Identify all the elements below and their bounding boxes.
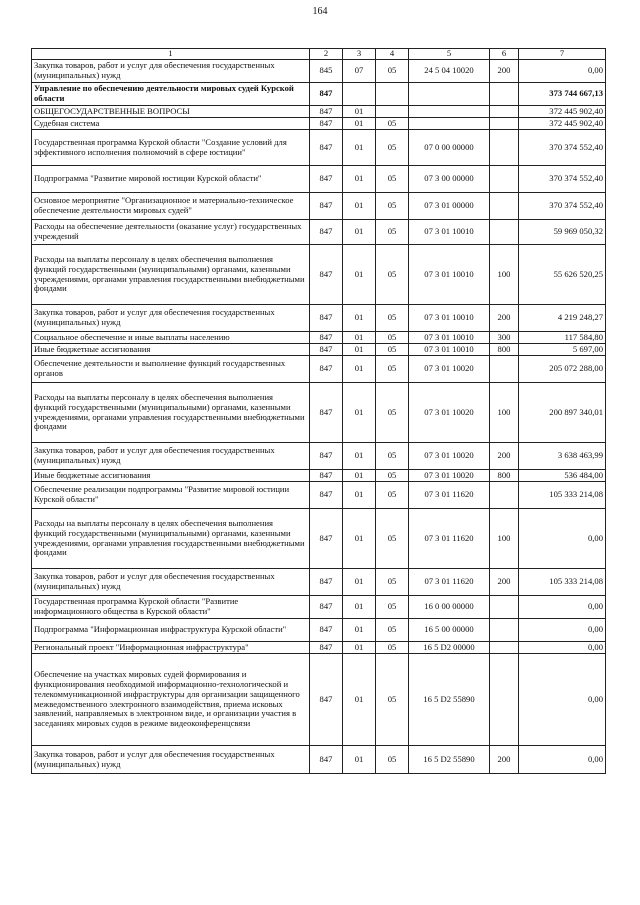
row-section: 01 [343,130,376,166]
row-expense-type: 200 [490,60,519,83]
row-subsection: 05 [376,166,409,193]
row-target-code: 16 5 D2 00000 [409,642,490,654]
row-target-code: 07 3 01 10020 [409,383,490,443]
row-amount: 370 374 552,40 [519,193,606,220]
row-expense-type [490,642,519,654]
row-expense-type [490,193,519,220]
row-ved: 847 [310,619,343,642]
row-subsection: 05 [376,356,409,383]
row-amount: 0,00 [519,596,606,619]
row-ved: 847 [310,344,343,356]
table-row [32,245,606,305]
table-row [32,443,606,470]
table-row [32,654,606,746]
row-ved: 847 [310,746,343,774]
row-amount: 200 897 340,01 [519,383,606,443]
row-amount: 372 445 902,40 [519,106,606,118]
row-section: 01 [343,166,376,193]
row-name: Обеспечение деятельности и выполнение функций государственных органов [32,356,310,383]
row-subsection: 05 [376,642,409,654]
row-amount: 105 333 214,08 [519,482,606,509]
row-ved: 847 [310,220,343,245]
row-amount: 4 219 248,27 [519,305,606,332]
row-name: Расходы на обеспечение деятельности (оказание услуг) государственных учреждений [32,220,310,245]
row-expense-type [490,619,519,642]
row-name: Социальное обеспечение и иные выплаты населению [32,332,310,344]
row-ved: 847 [310,118,343,130]
row-ved: 847 [310,356,343,383]
row-subsection: 05 [376,130,409,166]
row-name: Государственная программа Курской области "Развитие информационного общества в Курской области" [32,596,310,619]
row-section: 01 [343,443,376,470]
row-expense-type: 300 [490,332,519,344]
row-ved: 847 [310,83,343,106]
row-amount: 370 374 552,40 [519,130,606,166]
row-amount: 105 333 214,08 [519,569,606,596]
row-expense-type: 800 [490,470,519,482]
row-target-code: 07 3 00 00000 [409,166,490,193]
row-subsection: 05 [376,332,409,344]
row-name: Закупка товаров, работ и услуг для обеспечения государственных (муниципальных) нужд [32,305,310,332]
row-name: Закупка товаров, работ и услуг для обеспечения государственных (муниципальных) нужд [32,60,310,83]
row-section: 01 [343,619,376,642]
table-row [32,344,606,356]
header-col-4: 4 [376,49,409,60]
row-name: Подпрограмма "Информационная инфраструктура Курской области" [32,619,310,642]
table-row [32,383,606,443]
table-row [32,118,606,130]
row-section: 01 [343,642,376,654]
row-target-code: 16 5 D2 55890 [409,746,490,774]
row-name: Основное мероприятие "Организационное и материально-техническое обеспечение деятельности мировых судей" [32,193,310,220]
row-expense-type [490,654,519,746]
row-amount: 0,00 [519,654,606,746]
table-row [32,470,606,482]
row-subsection: 05 [376,470,409,482]
row-section [343,83,376,106]
row-subsection: 05 [376,596,409,619]
row-target-code: 07 3 01 10020 [409,356,490,383]
table-row [32,130,606,166]
header-row [32,49,606,60]
table-row [32,356,606,383]
row-name: Подпрограмма "Развитие мировой юстиции Курской области" [32,166,310,193]
row-amount: 373 744 667,13 [519,83,606,106]
row-section: 01 [343,569,376,596]
row-ved: 847 [310,470,343,482]
row-amount: 3 638 463,99 [519,443,606,470]
row-section: 01 [343,193,376,220]
row-subsection: 05 [376,482,409,509]
row-subsection: 05 [376,746,409,774]
row-ved: 847 [310,596,343,619]
table-row [32,509,606,569]
row-section: 01 [343,106,376,118]
row-subsection: 05 [376,344,409,356]
row-section: 01 [343,746,376,774]
table-row [32,83,606,106]
row-subsection: 05 [376,305,409,332]
row-ved: 847 [310,509,343,569]
row-subsection [376,106,409,118]
header-col-6: 6 [490,49,519,60]
budget-table [31,48,606,774]
row-name: Расходы на выплаты персоналу в целях обеспечения выполнения функций государственными (муниципальными) органами, казенными учреждениями, органами управления государственными внебюджетными фондами [32,245,310,305]
row-ved: 847 [310,642,343,654]
row-expense-type: 100 [490,509,519,569]
row-target-code [409,118,490,130]
row-expense-type [490,356,519,383]
row-name: Закупка товаров, работ и услуг для обеспечения государственных (муниципальных) нужд [32,746,310,774]
row-target-code: 07 3 01 11620 [409,509,490,569]
row-expense-type [490,130,519,166]
table-row [32,166,606,193]
page-number: 164 [312,6,328,17]
row-name: Управление по обеспечению деятельности мировых судей Курской области [32,83,310,106]
row-ved: 847 [310,245,343,305]
row-subsection: 05 [376,509,409,569]
row-expense-type: 100 [490,245,519,305]
row-ved: 847 [310,106,343,118]
row-amount: 0,00 [519,509,606,569]
row-expense-type: 200 [490,569,519,596]
row-amount: 0,00 [519,619,606,642]
table-row [32,106,606,118]
row-amount: 536 484,00 [519,470,606,482]
row-subsection: 05 [376,245,409,305]
row-name: Обеспечение реализации подпрограммы "Развитие мировой юстиции Курской области" [32,482,310,509]
row-target-code [409,83,490,106]
row-expense-type [490,166,519,193]
row-name: Судебная система [32,118,310,130]
row-subsection: 05 [376,619,409,642]
table-row [32,746,606,774]
row-section: 01 [343,509,376,569]
row-amount: 117 584,80 [519,332,606,344]
row-target-code: 16 0 00 00000 [409,596,490,619]
table-row [32,569,606,596]
row-ved: 847 [310,332,343,344]
row-section: 01 [343,344,376,356]
header-col-3: 3 [343,49,376,60]
row-subsection: 05 [376,383,409,443]
row-expense-type [490,118,519,130]
row-target-code: 07 3 01 10020 [409,470,490,482]
row-target-code: 07 3 01 00000 [409,193,490,220]
row-expense-type: 200 [490,443,519,470]
row-section: 01 [343,332,376,344]
row-amount: 0,00 [519,642,606,654]
row-expense-type: 800 [490,344,519,356]
row-section: 01 [343,118,376,130]
row-amount: 0,00 [519,746,606,774]
row-expense-type [490,83,519,106]
row-subsection: 05 [376,60,409,83]
row-amount: 370 374 552,40 [519,166,606,193]
row-amount: 205 072 288,00 [519,356,606,383]
row-name: Региональный проект "Информационная инфраструктура" [32,642,310,654]
row-ved: 847 [310,443,343,470]
row-subsection: 05 [376,220,409,245]
row-target-code: 07 3 01 11620 [409,482,490,509]
row-target-code: 07 3 01 10010 [409,245,490,305]
row-name: Иные бюджетные ассигнования [32,344,310,356]
row-amount: 55 626 520,25 [519,245,606,305]
row-expense-type [490,482,519,509]
table-row [32,482,606,509]
row-section: 01 [343,245,376,305]
row-target-code: 07 3 01 10010 [409,220,490,245]
row-name: Иные бюджетные ассигнования [32,470,310,482]
row-subsection: 05 [376,569,409,596]
row-section: 01 [343,305,376,332]
row-section: 01 [343,383,376,443]
row-ved: 847 [310,130,343,166]
row-target-code: 07 3 01 10010 [409,332,490,344]
row-section: 01 [343,470,376,482]
row-ved: 847 [310,193,343,220]
row-target-code: 16 5 00 00000 [409,619,490,642]
row-amount: 372 445 902,40 [519,118,606,130]
row-amount: 5 697,00 [519,344,606,356]
row-target-code: 07 0 00 00000 [409,130,490,166]
row-subsection: 05 [376,443,409,470]
row-target-code: 07 3 01 10020 [409,443,490,470]
row-section: 01 [343,356,376,383]
row-target-code [409,106,490,118]
row-expense-type [490,596,519,619]
row-target-code: 24 5 04 10020 [409,60,490,83]
row-name: Обеспечение на участках мировых судей формирования и функционирования необходимой информационно-технологической и телекоммуникационной инфраструктуры для организации защищенного межведомственного электронного взаимодействия, приема исковых заявлений, направляемых в электронном виде, и организации участия в заседаниях мировых судов в режиме видеоконференцсвязи [32,654,310,746]
row-ved: 847 [310,383,343,443]
row-target-code: 07 3 01 10010 [409,344,490,356]
row-section: 01 [343,220,376,245]
row-amount: 0,00 [519,60,606,83]
row-subsection [376,83,409,106]
table-row [32,642,606,654]
header-col-1: 1 [32,49,310,60]
row-expense-type: 200 [490,746,519,774]
row-ved: 847 [310,305,343,332]
row-name: Закупка товаров, работ и услуг для обеспечения государственных (муниципальных) нужд [32,569,310,596]
row-subsection: 05 [376,654,409,746]
row-name: Расходы на выплаты персоналу в целях обеспечения выполнения функций государственными (муниципальными) органами, казенными учреждениями, органами управления государственными внебюджетными фондами [32,383,310,443]
row-ved: 847 [310,166,343,193]
table-row [32,220,606,245]
row-target-code: 07 3 01 11620 [409,569,490,596]
row-section: 01 [343,596,376,619]
row-subsection: 05 [376,118,409,130]
table-row [32,60,606,83]
row-name: ОБЩЕГОСУДАРСТВЕННЫЕ ВОПРОСЫ [32,106,310,118]
row-target-code: 16 5 D2 55890 [409,654,490,746]
row-expense-type: 100 [490,383,519,443]
table-row [32,305,606,332]
row-section: 01 [343,654,376,746]
row-expense-type: 200 [490,305,519,332]
row-name: Расходы на выплаты персоналу в целях обеспечения выполнения функций государственными (муниципальными) органами, казенными учреждениями, органами управления государственными внебюджетными фондами [32,509,310,569]
row-target-code: 07 3 01 10010 [409,305,490,332]
row-expense-type [490,220,519,245]
row-section: 01 [343,482,376,509]
row-subsection: 05 [376,193,409,220]
table-row [32,596,606,619]
row-name: Государственная программа Курской области "Создание условий для эффективного исполнения полномочий в сфере юстиции" [32,130,310,166]
header-col-2: 2 [310,49,343,60]
row-ved: 847 [310,654,343,746]
row-expense-type [490,106,519,118]
header-col-7: 7 [519,49,606,60]
row-ved: 847 [310,482,343,509]
table-row [32,332,606,344]
row-amount: 59 969 050,32 [519,220,606,245]
table-row [32,193,606,220]
table-row [32,619,606,642]
row-section: 07 [343,60,376,83]
row-ved: 847 [310,569,343,596]
header-col-5: 5 [409,49,490,60]
row-ved: 845 [310,60,343,83]
row-name: Закупка товаров, работ и услуг для обеспечения государственных (муниципальных) нужд [32,443,310,470]
